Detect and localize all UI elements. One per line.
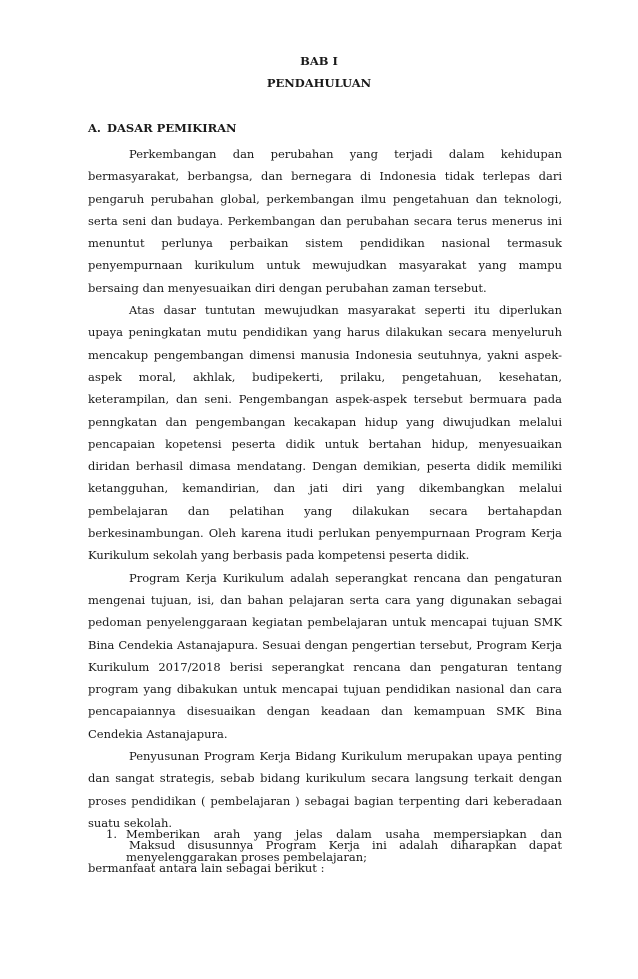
- list-item-text: Memberikan arah yang jelas dalam usaha mempersiapkan dan menyelenggarakan proses pembelajaran;: [126, 827, 562, 864]
- paragraph: Maksud disusunnya Program Kerja ini adalah diharapkan dapat bermanfaat antara lain sebagai berikut :: [88, 838, 562, 875]
- paragraph: Penyusunan Program Kerja Bidang Kurikulum merupakan upaya penting dan sangat strategis, sebab bidang kurikulum secara langsung terkait dengan proses pendidikan ( pembelajaran ) sebagai bagian terpenting dari keberadaan suatu sekolah.: [88, 749, 562, 830]
- paragraph: Program Kerja Kurikulum adalah seperangkat rencana dan pengaturan mengenai tujuan, isi, dan bahan pelajaran serta cara yang digunakan sebagai pedoman penyelenggaraan kegiatan pembelajaran untuk mencapai tujuan SMK Bina Cendekia Astanajapura. Sesuai dengan pengertian tersebut, Program Kerja Kurikulum 2017/2018 berisi seperangkat rencana dan pengaturan tentang program yang dibakukan untuk mencapai tujuan pendidikan nasional dan cara pencapaiannya disesuaikan dengan keadaan dan kemampuan SMK Bina Cendekia Astanajapura.: [88, 570, 562, 741]
- paragraph: Perkembangan dan perubahan yang terjadi dalam kehidupan bermasyarakat, berbangsa, dan bernegara di Indonesia tidak terlepas dari pengaruh perubahan global, perkembangan ilmu pengetahuan dan teknologi, serta seni dan budaya. Perkembangan dan perubahan secara terus menerus ini menuntut perlunya perbaikan sistem pendidikan nasional termasuk penyempurnaan kurikulum untuk mewujudkan masyarakat yang mampu bersaing dan menyesuaikan diri dengan perubahan zaman tersebut.: [88, 147, 562, 295]
- list-item: [106, 823, 562, 869]
- paragraph: Atas dasar tuntutan mewujudkan masyarakat seperti itu diperlukan upaya peningkatan mutu pendidikan yang harus dilakukan secara menyeluruh mencakup pengembangan dimensi manusia Indonesia seutuhnya, yakni aspek-aspek moral, akhlak, budipekerti, prilaku, pengetahuan, kesehatan, keterampilan, dan seni. Pengembangan aspek-aspek tersebut bermuara pada penngkatan dan pengembangan kecakapan hidup yang diwujudkan melalui pencapaian kopetensi peserta didik untuk bertahan hidup, menyesuaikan diridan berhasil dimasa mendatang. Dengan demikian, peserta didik memiliki ketangguhan, kemandirian, dan jati diri yang dikembangkan melalui pembelajaran dan pelatihan yang dilakukan secara bertahapdan berkesinambungan. Oleh karena itudi perlukan penyempurnaan Program Kerja Kurikulum sekolah yang berbasis pada kompetensi peserta didik.: [88, 303, 562, 563]
- section-heading: [88, 121, 237, 135]
- numbered-list: [106, 823, 562, 869]
- chapter-subtitle: PENDAHULUAN: [266, 76, 372, 90]
- chapter-title: BAB I: [300, 54, 338, 68]
- list-item-number: 1.: [106, 827, 117, 841]
- body-text: [88, 143, 562, 879]
- section-number: A.: [88, 121, 101, 135]
- section-title: DASAR PEMIKIRAN: [107, 121, 237, 135]
